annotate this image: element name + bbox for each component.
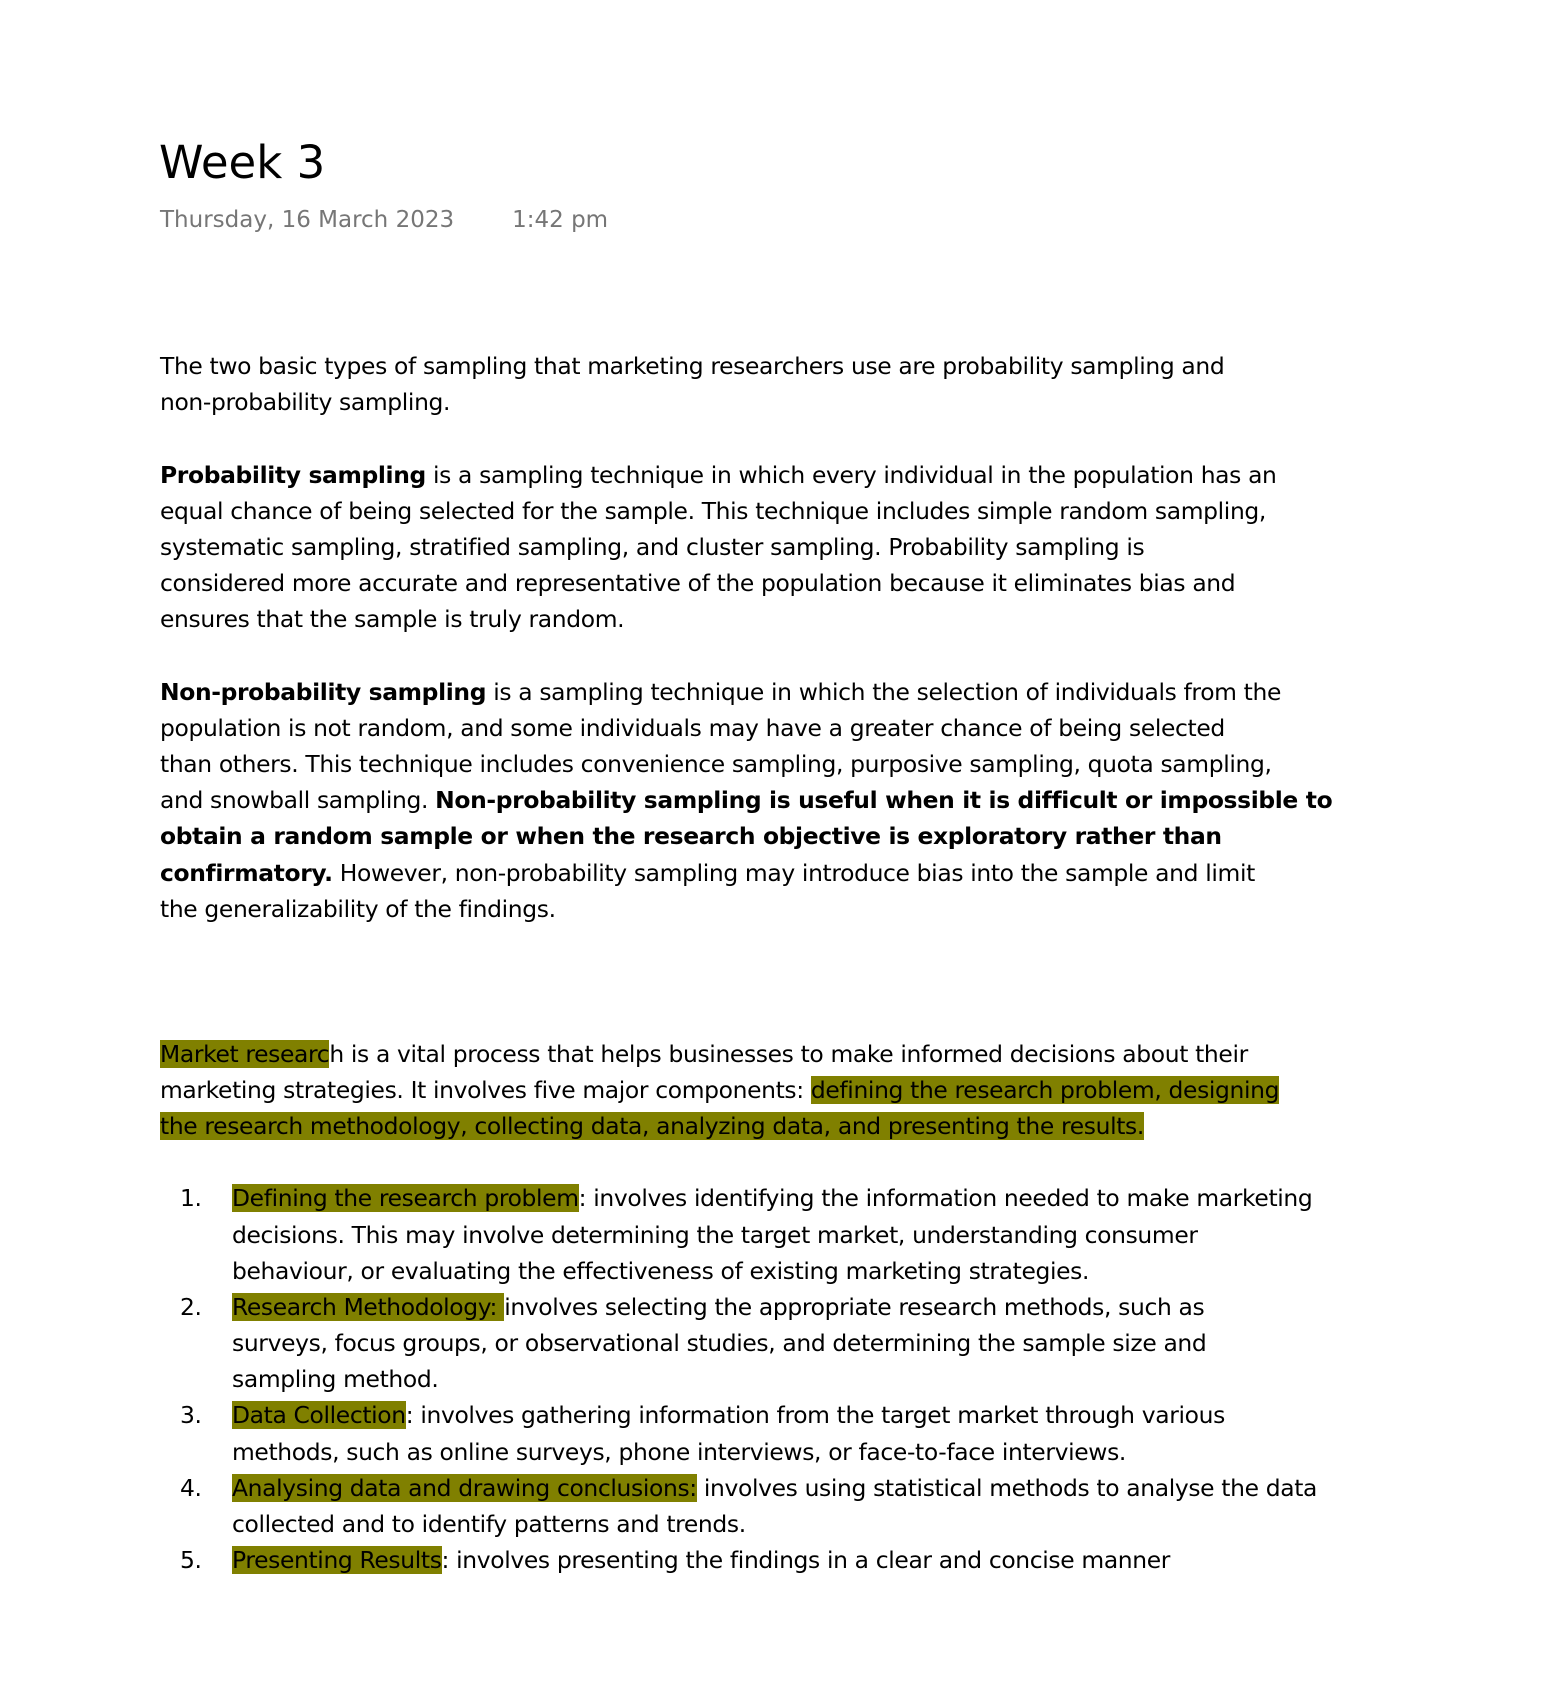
paragraph-line: equal chance of being selected for the sample. This technique includes simple random sampling, bbox=[160, 496, 1267, 525]
list-number: 3. bbox=[180, 1401, 202, 1430]
paragraph-line: population is not random, and some individuals may have a greater chance of being selected bbox=[160, 713, 1225, 742]
list-item: 1. Defining the research problem: involves identifying the information needed to make marketing decisions. This may involve determining the target market, understanding consumer behaviour, or evaluating the effectiveness of existing marketing strategies. bbox=[160, 1180, 1560, 1289]
paragraph-line: Market research is a vital process that helps businesses to make informed decisions about their bbox=[160, 1039, 1248, 1068]
paragraph-line: than others. This technique includes convenience sampling, purposive sampling, quota sampling, bbox=[160, 750, 1272, 779]
highlighted-text: Market researc bbox=[160, 1039, 330, 1068]
paragraph-line: marketing strategies. It involves five major components: defining the research problem, designing bbox=[160, 1075, 1280, 1104]
note-timestamp bbox=[160, 205, 608, 235]
paragraph-line: ensures that the sample is truly random. bbox=[160, 605, 625, 634]
paragraph-line: systematic sampling, stratified sampling, and cluster sampling. Probability sampling is bbox=[160, 532, 1145, 561]
highlighted-term: Defining the research problem bbox=[232, 1184, 579, 1213]
paragraph-line: and snowball sampling. Non-probability sampling is useful when it is difficult or impossible to bbox=[160, 786, 1333, 815]
list-item: 4. Analysing data and drawing conclusions: involves using statistical methods to analyse the data collected and to identify patterns and trends. bbox=[160, 1470, 1560, 1542]
paragraph-line: confirmatory. However, non-probability sampling may introduce bias into the sample and limit bbox=[160, 858, 1255, 887]
list-item: 2. Research Methodology: involves selecting the appropriate research methods, such as surveys, focus groups, or observational studies, and determining the sample size and sampling method. bbox=[160, 1289, 1560, 1398]
highlighted-text: the research methodology, collecting data, analyzing data, and presenting the results. bbox=[160, 1111, 1144, 1140]
paragraph-line: Non-probability sampling is a sampling technique in which the selection of individuals from the bbox=[160, 677, 1282, 706]
paragraph-line: considered more accurate and representative of the population because it eliminates bias and bbox=[160, 569, 1236, 598]
list-item: 3. Data Collection: involves gathering information from the target market through various methods, such as online surveys, phone interviews, or face-to-face interviews. bbox=[160, 1397, 1560, 1469]
page-title: Week 3 bbox=[159, 136, 326, 189]
highlighted-term: Data Collection bbox=[232, 1401, 406, 1430]
list-number: 5. bbox=[180, 1546, 202, 1575]
intro-line: non-probability sampling. bbox=[160, 388, 451, 417]
intro-line: The two basic types of sampling that marketing researchers use are probability sampling and bbox=[160, 352, 1225, 380]
paragraph-line: obtain a random sample or when the research objective is exploratory rather than bbox=[160, 822, 1222, 851]
term-probability-sampling: Probability sampling bbox=[160, 460, 426, 489]
highlighted-term: Research Methodology: bbox=[232, 1292, 505, 1321]
note-date: Thursday, 16 March 2023 bbox=[160, 207, 455, 233]
note-body bbox=[160, 348, 1560, 1578]
highlighted-term: Analysing data and drawing conclusions: bbox=[232, 1473, 697, 1502]
list-number: 2. bbox=[180, 1292, 202, 1321]
highlighted-text: defining the research problem, designing bbox=[810, 1075, 1280, 1104]
paragraph-line: the generalizability of the findings. bbox=[160, 894, 556, 923]
highlighted-term: Presenting Results bbox=[232, 1546, 442, 1575]
paragraph-line bbox=[160, 1108, 1560, 1144]
list-number: 1. bbox=[180, 1184, 202, 1213]
note-time: 1:42 pm bbox=[512, 207, 609, 233]
paragraph-line: Probability sampling is a sampling technique in which every individual in the population has an bbox=[160, 460, 1277, 489]
list-item: 5. Presenting Results: involves presenting the findings in a clear and concise manner bbox=[160, 1542, 1560, 1578]
components-list bbox=[160, 1180, 1560, 1578]
list-number: 4. bbox=[180, 1473, 202, 1502]
term-non-probability-sampling: Non-probability sampling bbox=[160, 677, 487, 706]
